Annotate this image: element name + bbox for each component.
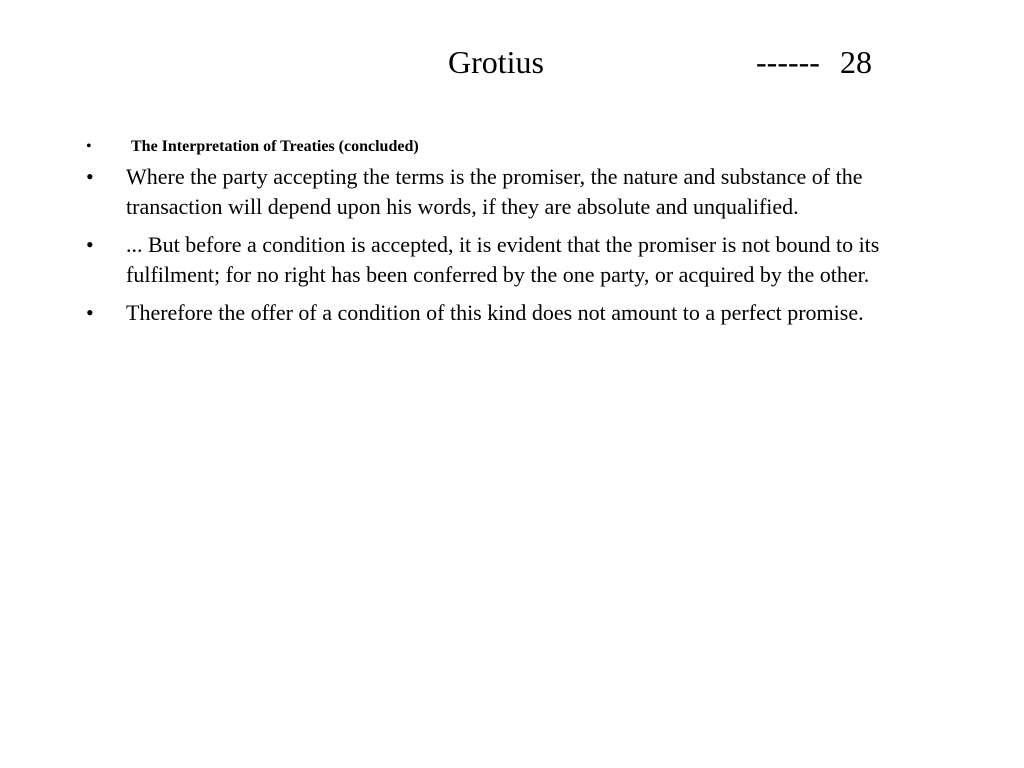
slide-number: 28 (840, 44, 872, 80)
bullet-marker: • (86, 164, 94, 189)
slide-title: Grotius (448, 44, 544, 80)
title-dashes: ------ (756, 44, 820, 80)
bullet-marker: • (86, 138, 92, 155)
bullet-marker: • (86, 300, 94, 325)
bullet-item (86, 298, 936, 328)
bullet-text: ... But before a condition is accepted, it is evident that the promiser is not bound to its fulfilment; for no right has been conferred by the one party, or acquired by the other. (126, 232, 880, 287)
bullet-marker: • (86, 232, 94, 257)
bullet-heading (86, 136, 936, 158)
bullet-text: Where the party accepting the terms is the promiser, the nature and substance of the transaction will depend upon his words, if they are absolute and unqualified. (126, 164, 863, 219)
bullet-item (86, 230, 936, 290)
bullet-text: Therefore the offer of a condition of this kind does not amount to a perfect promise. (126, 300, 864, 325)
bullet-item (86, 162, 936, 222)
bullet-list (86, 136, 936, 336)
heading-text: The Interpretation of Treaties (concluded) (131, 138, 419, 155)
slide-title-row (0, 40, 1024, 84)
